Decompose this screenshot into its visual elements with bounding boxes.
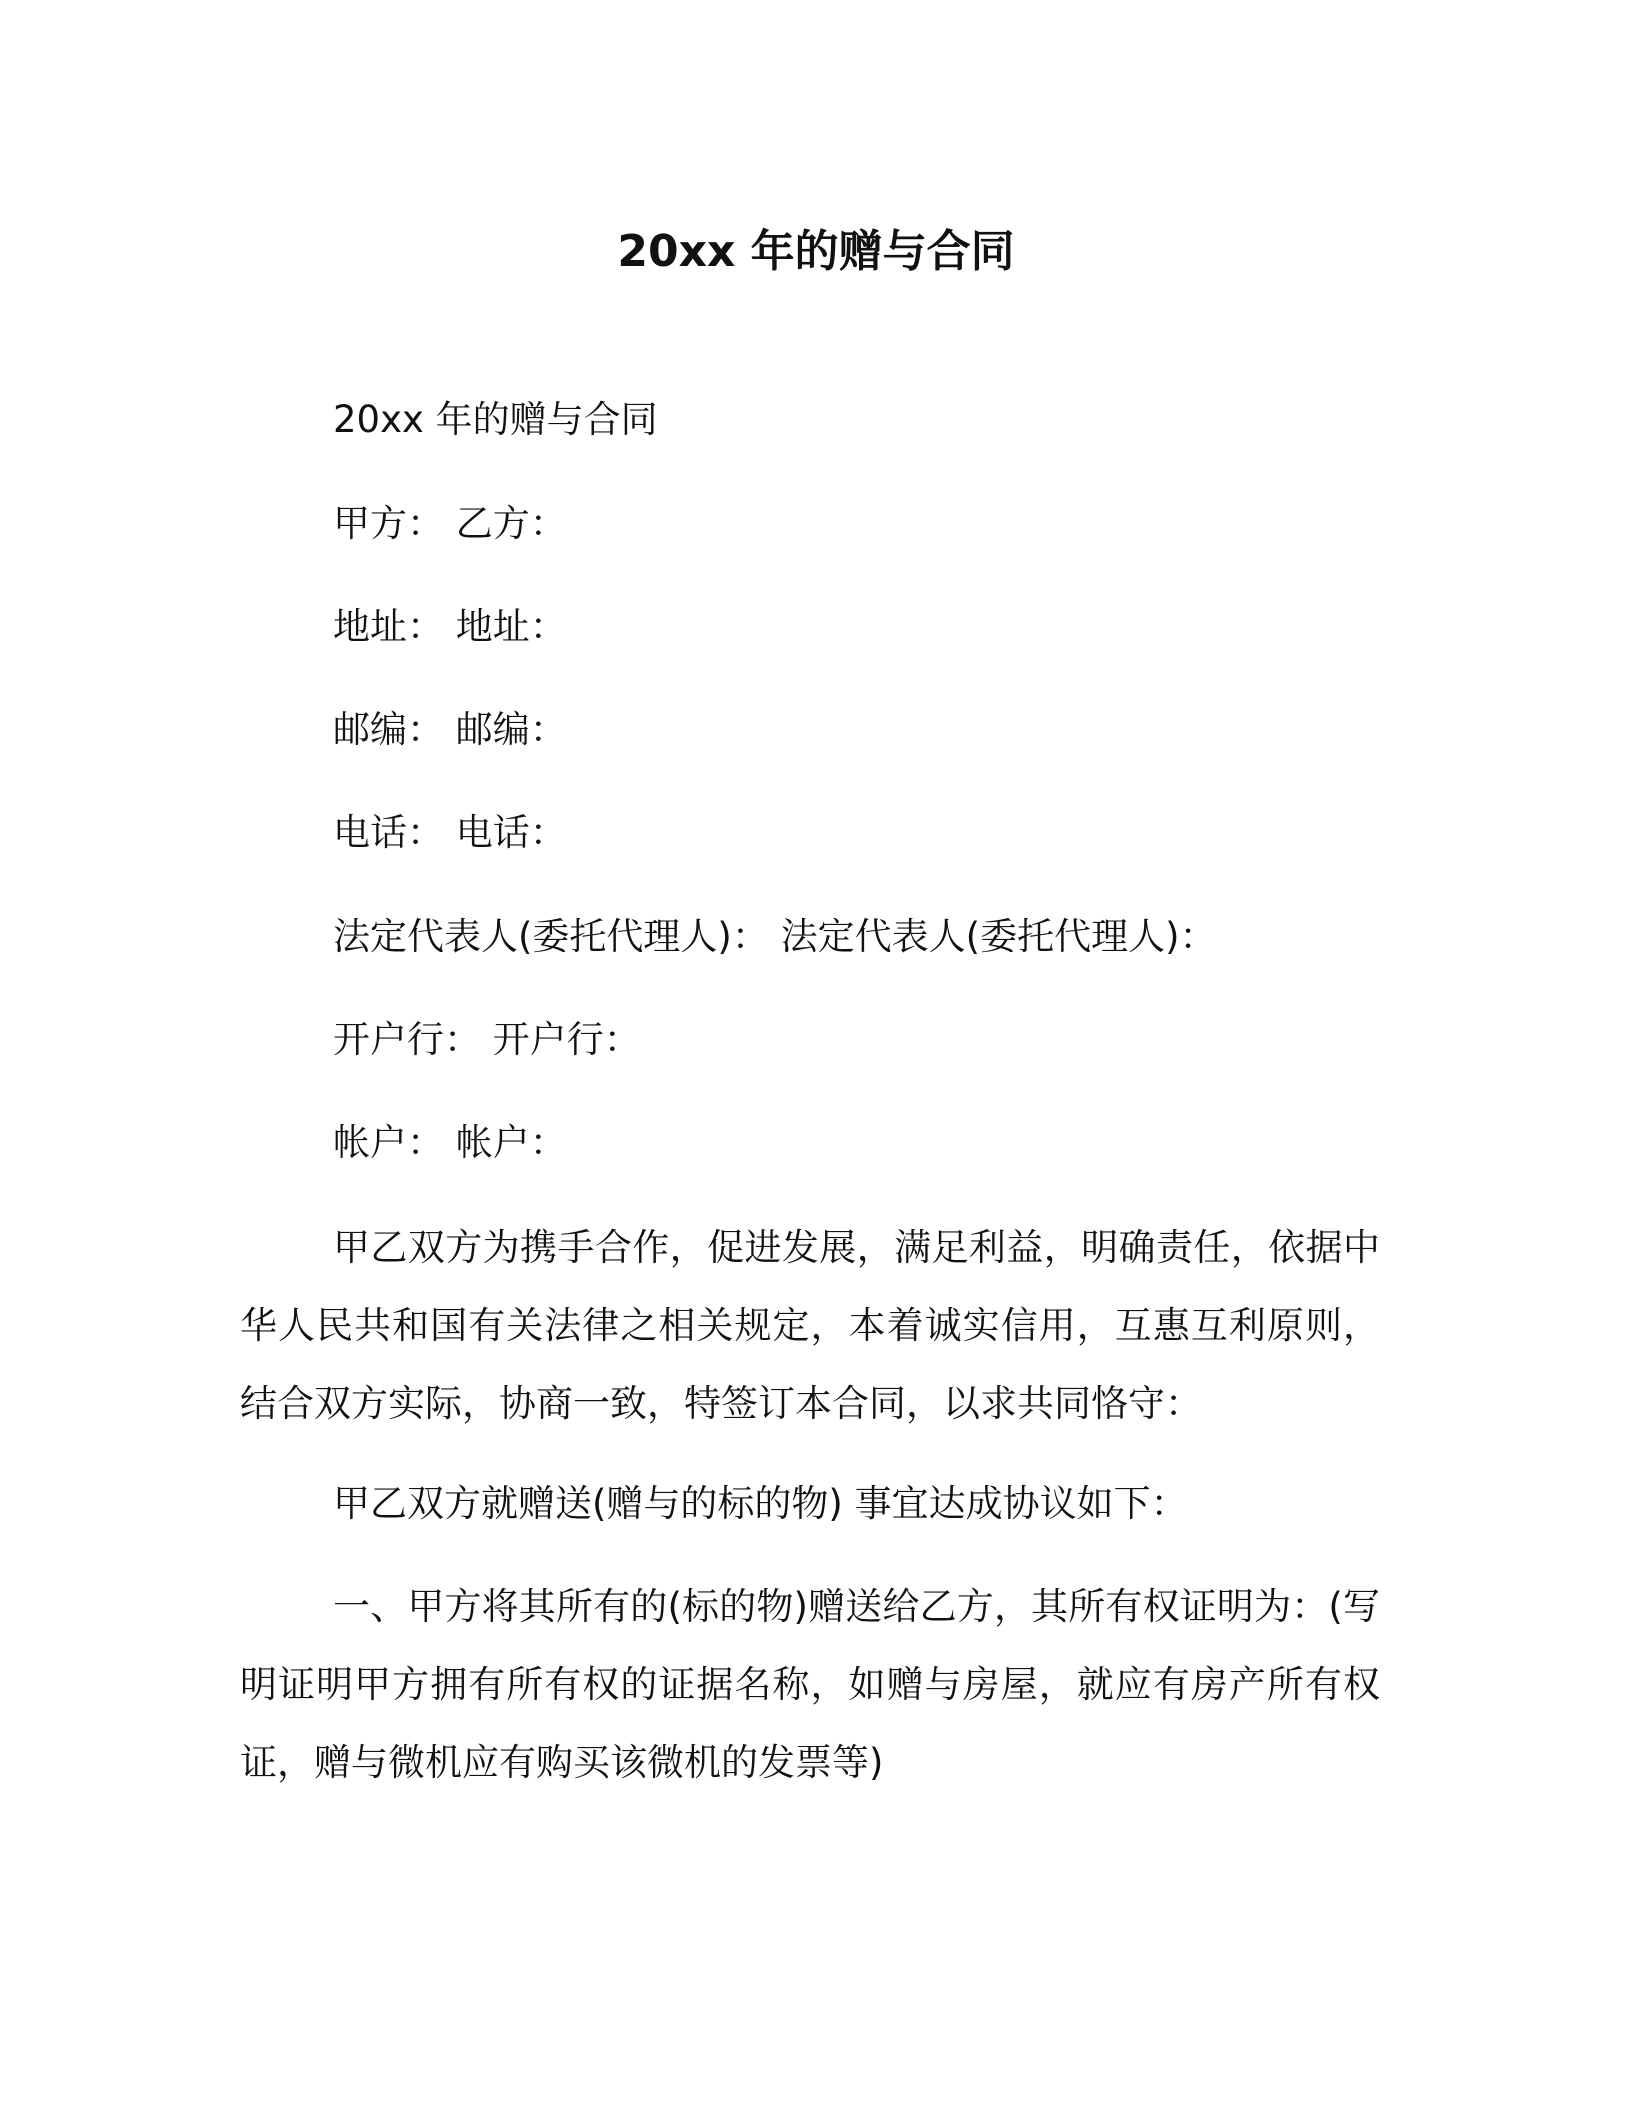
account-line: 帐户： 帐户： (333, 1121, 567, 1164)
postcode-line: 邮编： 邮编： (333, 708, 567, 751)
address-line: 地址： 地址： (333, 605, 567, 648)
preamble-paragraph: 甲乙双方为携手合作，促进发展，满足利益，明确责任，依据中华人民共和国有关法律之相关规定，本着诚实信用，互惠互利原则，结合双方实际，协商一致，特签订本合同，以求共同恪守： (240, 1226, 1380, 1425)
document-title: 20xx 年的赠与合同 (617, 226, 1015, 277)
party-names-line: 甲方： 乙方： (333, 502, 567, 545)
phone-line: 电话： 电话： (333, 811, 567, 854)
bank-line: 开户行： 开户行： (333, 1018, 641, 1061)
document-subtitle: 20xx 年的赠与合同 (333, 398, 658, 441)
clause-one-paragraph: 一、甲方将其所有的(标的物)赠送给乙方，其所有权证明为：(写明证明甲方拥有所有权的证据名称，如赠与房屋，就应有房产所有权证，赠与微机应有购买该微机的发票等) (240, 1585, 1380, 1784)
agreement-intro-paragraph: 甲乙双方就赠送(赠与的标的物) 事宜达成协议如下： (333, 1482, 1188, 1525)
legal-representative-line: 法定代表人(委托代理人)： 法定代表人(委托代理人)： (333, 915, 1217, 958)
